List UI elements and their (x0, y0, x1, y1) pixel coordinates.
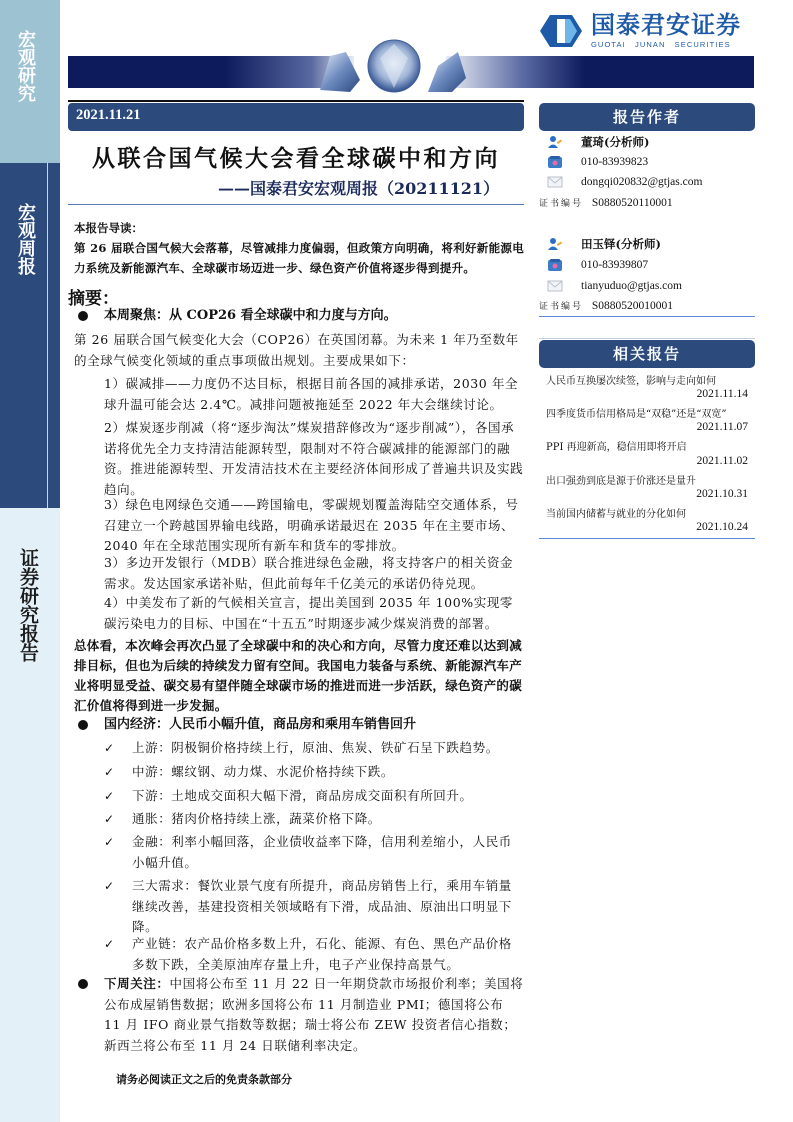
domestic-item (104, 934, 524, 975)
related-report-date: 2021.11.14 (696, 388, 748, 400)
cert-number: S0880520110001 (591, 197, 673, 209)
result-item: 4）中美发布了新的气候相关宣言，提出美国到 2035 年 100%实现零碳污染电力的目标、中国在“十五五”时期逐步减少煤炭消费的部署。 (104, 595, 514, 631)
domestic-item-text: 下游：土地成交面积大幅下滑，商品房成交面积有所回升。 (132, 788, 473, 803)
focus-intro: 第 26 届联合国气候变化大会（COP26）在英国闭幕。为未来 1 年乃至数年的全球气候变化领域的重点事项做出规划。主要成果如下： (74, 332, 519, 368)
related-report-link[interactable]: 四季度货币信用格局是“双稳”还是“双宽” (546, 409, 727, 420)
phone-icon (547, 155, 563, 169)
next-week-label: 下周关注： (104, 976, 170, 991)
domestic-item-text: 产业链：农产品价格多数上升，石化、能源、有色、黑色产品价格多数下跌，全美原油库存量上升，电子产业保持高景气。 (132, 936, 512, 972)
domestic-item-text: 三大需求：餐饮业景气度有所提升，商品房销售上行，乘用车销量继续改善，基建投资相关领域略有下滑，成品油、原油出口明显下降。 (132, 878, 512, 934)
checkmark-icon: ✓ (104, 741, 115, 755)
authors-divider (539, 316, 755, 317)
domestic-bullet (78, 715, 524, 735)
person-icon (547, 237, 563, 251)
header-divider (68, 100, 524, 102)
bullet-icon (78, 311, 88, 321)
author-email[interactable]: dongqi020832@gtjas.com (581, 176, 703, 188)
report-title: 从联合国气候大会看全球碳中和方向 (92, 145, 500, 172)
company-logo (539, 12, 741, 49)
domestic-item-text: 通胀：猪肉价格持续上涨，蔬菜价格下降。 (132, 811, 381, 826)
report-date: 2021.11.21 (76, 107, 141, 123)
date-bar (68, 103, 524, 131)
title-divider (68, 204, 524, 205)
phone-icon (547, 258, 563, 272)
cert-label: 证书编号 (539, 302, 584, 312)
author-phone: 010-83939823 (581, 156, 649, 168)
result-item: 3）绿色电网绿色交通——跨国输电，零碳规划覆盖海陆空交通体系，号召建立一个跨越国界输电线路，明确承诺最迟在 2035 年在主要市场、2040 年在全球范围实现所有新车和货车的零排放。 (104, 497, 519, 553)
conclusion-text: 总体看，本次峰会再次凸显了全球碳中和的决心和方向，尽管力度还难以达到减排目标，但也为后续的持续发力留有空间。我国电力装备与系统、新能源汽车产业将明显受益、碳交易有望伴随全球碳市场的推进而进一步活跃，绿色资产的碳汇价值将得到进一步发掘。 (74, 638, 523, 713)
author-phone-row (547, 152, 648, 172)
header-banner-right (446, 56, 754, 88)
related-heading: 相关报告 (539, 340, 755, 368)
authors-heading: 报告作者 (539, 103, 755, 131)
focus-bullet (78, 306, 524, 326)
bullet-icon (78, 979, 88, 989)
domestic-item-text: 金融：利率小幅回落，企业债收益率下降，信用利差缩小，人民币小幅升值。 (132, 834, 512, 870)
focus-heading: 本周聚焦：从 COP26 看全球碳中和力度与方向。 (104, 308, 397, 323)
sidebar-label-macro-research: 宏观研究 (15, 30, 36, 102)
email-icon (547, 175, 563, 189)
cert-number: S0880520010001 (591, 300, 674, 312)
domestic-item (104, 738, 524, 759)
related-report-date: 2021.11.07 (696, 421, 748, 433)
result-item: 1）碳减排——力度仍不达目标，根据目前各国的减排承诺，2030 年全球升温可能会达 2.4℃。减排问题被拖延至 2022 年大会继续讨论。 (104, 376, 519, 412)
related-report-date: 2021.10.31 (696, 488, 748, 500)
domestic-item (104, 876, 524, 938)
author-name-row (547, 132, 649, 152)
checkmark-icon: ✓ (104, 835, 115, 849)
checkmark-icon: ✓ (104, 937, 115, 951)
email-icon (547, 279, 563, 293)
domestic-item (104, 809, 524, 830)
domestic-item-text: 中游：螺纹钢、动力煤、水泥价格持续下跌。 (132, 764, 395, 779)
domestic-item (104, 786, 524, 807)
summary-heading: 摘要： (68, 289, 119, 309)
domestic-heading: 国内经济：人民币小幅升值，商品房和乘用车销售回升 (104, 717, 417, 732)
domestic-item (104, 762, 524, 783)
checkmark-icon: ✓ (104, 812, 115, 826)
sidebar-label-macro-weekly: 宏观周报 (15, 203, 36, 275)
related-divider (539, 538, 755, 539)
disclaimer-note: 请务必阅读正文之后的免责条款部分 (116, 1073, 292, 1086)
person-icon (547, 135, 563, 149)
next-week-bullet (78, 974, 524, 1056)
related-report-date: 2021.11.02 (696, 455, 748, 467)
result-item: 2）煤炭逐步削减（将“逐步淘汰”煤炭措辞修改为“逐步削减”），各国承诺将优先全力支持清洁能源转型，限制对不符合碳减排的能源部门的融资。推进能源转型、开发清洁技术在主要经济体间形成了普遍共识及实践趋向。 (104, 420, 524, 497)
author-name: 田玉铎(分析师) (581, 237, 661, 251)
author-cert-row (539, 299, 673, 312)
domestic-item-text: 上游：阴极铜价格持续上行，原油、焦炭、铁矿石呈下跌趋势。 (132, 740, 499, 755)
author-name-row (547, 234, 661, 254)
bullet-icon (78, 720, 88, 730)
checkmark-icon: ✓ (104, 789, 115, 803)
author-email-row (547, 172, 702, 192)
diamond-graphic-icon (316, 38, 472, 94)
author-name: 董琦(分析师) (581, 135, 650, 149)
next-week-body: 中国将公布至 11 月 22 日一年期贷款市场报价利率；美国将公布成屋销售数据；欧洲多国将公布 11 月制造业 PMI；德国将公布 11 月 IFO 商业景气指数等数据；瑞士将公布 ZEW 投资者信心指数；新西兰将公布至 11 月 24 日联储利率决定。 (104, 976, 524, 1053)
related-report-link[interactable]: PPI 再迎新高，稳信用即将开启 (546, 442, 687, 453)
result-item: 3）多边开发银行（MDB）联合推进绿色金融，将支持客户的相关资金需求。发达国家承诺补贴，但此前每年千亿美元的承诺仍待兑现。 (104, 555, 514, 591)
related-report-link[interactable]: 当前国内储蓄与就业的分化如何 (546, 509, 686, 520)
related-report-link[interactable]: 出口强劲到底是源于价涨还是量升 (546, 476, 696, 487)
guide-text: 第 26 届联合国气候大会落幕，尽管减排力度偏弱，但政策方向明确，将利好新能源电力系统及新能源汽车、全球碳市场迈进一步、绿色资产价值将逐步得到提升。 (74, 241, 525, 275)
checkmark-icon: ✓ (104, 879, 115, 893)
next-week-text (104, 974, 524, 1056)
logo-chinese-name: 国泰君安证券 (591, 11, 741, 39)
sidebar-label-securities-report: 证券研究报告 (17, 548, 39, 662)
domestic-item (104, 832, 524, 873)
author-email[interactable]: tianyuduo@gtjas.com (581, 280, 682, 292)
guotai-junan-logo-icon (539, 14, 583, 48)
author-phone: 010-83939807 (581, 259, 649, 271)
author-cert-row (539, 196, 673, 209)
checkmark-icon: ✓ (104, 765, 115, 779)
guide-label: 本报告导读： (74, 221, 143, 235)
author-email-row (547, 276, 682, 296)
section-divider (539, 338, 755, 339)
cert-label: 证书编号 (539, 199, 584, 209)
author-phone-row (547, 255, 648, 275)
logo-english-name: GUOTAI JUNAN SECURITIES (591, 40, 731, 49)
header-banner-left (68, 56, 354, 88)
related-report-link[interactable]: 人民币互换屡次续签，影响与走向如何 (546, 376, 716, 387)
report-subtitle: ——国泰君安宏观周报（20211121） (218, 179, 500, 198)
related-report-date: 2021.10.24 (696, 521, 748, 533)
